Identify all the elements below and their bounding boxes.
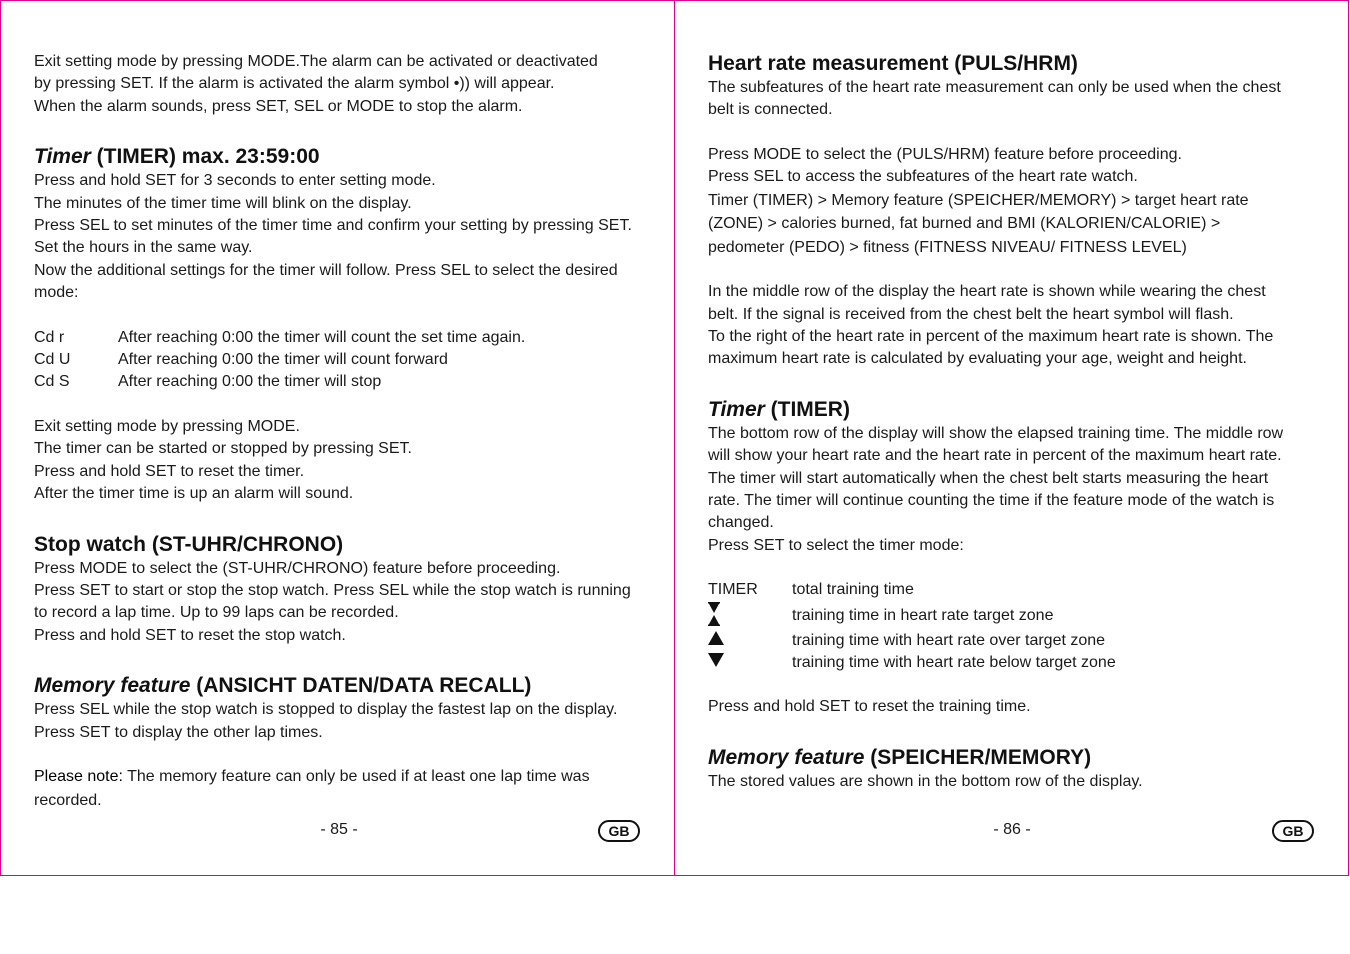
page-number: - 86 - — [993, 821, 1031, 838]
right-memory-heading-rest: (SPEICHER/MEMORY) — [864, 745, 1092, 769]
stopwatch-text-line: to record a lap time. Up to 99 laps can be recorded. — [34, 604, 399, 622]
stopwatch-text-line: Press MODE to select the (ST-UHR/CHRONO) feature before proceeding. — [34, 559, 561, 577]
right-timer-text-line: The bottom row of the display will show the elapsed training time. The middle row — [708, 424, 1284, 442]
hrm-text-line: The subfeatures of the heart rate measurement can only be used when the chest — [708, 79, 1281, 96]
mode-code: Cd U — [34, 351, 71, 369]
timer-after-line: After the timer time is up an alarm will sound. — [34, 485, 354, 503]
right-timer-heading — [708, 397, 1308, 423]
timer-after-line: Exit setting mode by pressing MODE. — [34, 417, 300, 435]
note-line — [34, 766, 639, 788]
stopwatch-text-line: Press SET to start or stop the stop watch. Press SEL while the stop watch is running — [34, 581, 631, 599]
memory-heading — [34, 673, 639, 699]
triangle-down-icon — [708, 652, 792, 674]
feature-path-line: (ZONE) > calories burned, fat burned and BMI (KALORIEN/CALORIE) > — [708, 215, 1221, 233]
mode-desc: total training time — [792, 581, 914, 599]
memory-text-line: Press SEL while the stop watch is stopped to display the fastest lap on the display. — [34, 701, 618, 719]
page-number: - 85 - — [320, 821, 358, 838]
mode-desc: training time in heart rate target zone — [792, 606, 1054, 624]
right-timer-heading-italic: Timer — [708, 397, 765, 421]
memory-heading-italic: Memory feature — [34, 674, 191, 698]
right-timer-text-line: The timer will start automatically when the chest belt starts measuring the heart — [708, 469, 1269, 487]
left-page-content — [34, 51, 639, 813]
right-timer-heading-rest: (TIMER) — [764, 397, 850, 421]
timer-heading — [34, 144, 639, 170]
right-timer-text-line: changed. — [708, 514, 774, 532]
timer-text-line: Press and hold SET for 3 seconds to enter setting mode. — [34, 172, 436, 190]
feature-path-line: Timer (TIMER) > Memory feature (SPEICHER/MEMORY) > target heart rate — [708, 191, 1249, 209]
timer-text-line: Press SEL to set minutes of the timer time and confirm your setting by pressing SET. — [34, 217, 632, 235]
hrm-text-line: Press SEL to access the subfeatures of the heart rate watch. — [708, 168, 1138, 186]
stopwatch-text-line: Press and hold SET to reset the stop watch. — [34, 626, 346, 644]
memory-heading-rest: (ANSICHT DATEN/DATA RECALL) — [190, 674, 532, 698]
right-timer-text-line: will show your heart rate and the heart rate in percent of the maximum heart rate. — [708, 447, 1282, 465]
timer-after-line: Press and hold SET to reset the timer. — [34, 462, 305, 480]
timer-text-line: The minutes of the timer time will blink on the display. — [34, 194, 412, 212]
right-memory-heading — [708, 745, 1308, 771]
hourglass-icon — [708, 602, 792, 630]
mode-desc: training time with heart rate over target zone — [792, 631, 1106, 649]
timer-heading-rest: (TIMER) max. 23:59:00 — [90, 145, 320, 169]
right-page — [674, 0, 1349, 876]
mode-desc: After reaching 0:00 the timer will stop — [118, 373, 382, 391]
note-text: The memory feature can only be used if at least one lap time was — [122, 767, 590, 785]
mode-desc: After reaching 0:00 the timer will count the set time again. — [118, 328, 526, 346]
mode-code: Cd r — [34, 328, 65, 346]
hrm-text-line: maximum heart rate is calculated by evaluating your age, weight and height. — [708, 350, 1247, 368]
stopwatch-heading: Stop watch (ST-UHR/CHRONO) — [34, 532, 344, 556]
feature-path-line: pedometer (PEDO) > fitness (FITNESS NIVEAU/ FITNESS LEVEL) — [708, 238, 1187, 256]
memory-text-line: Press SET to display the other lap times. — [34, 723, 323, 741]
right-timer-text-line: Press SET to select the timer mode: — [708, 536, 964, 554]
hrm-text-line: belt is connected. — [708, 101, 833, 119]
right-page-content — [708, 51, 1308, 793]
hrm-text-line: To the right of the heart rate in percent of the maximum heart rate is shown. The — [708, 327, 1274, 345]
timer-text-line: mode: — [34, 284, 79, 302]
left-page — [0, 0, 675, 876]
alarm-text-line: When the alarm sounds, press SET, SEL or MODE to stop the alarm. — [34, 97, 523, 115]
hrm-text-line: belt. If the signal is received from the chest belt the heart symbol will flash. — [708, 305, 1234, 323]
reset-line: Press and hold SET to reset the training time. — [708, 698, 1031, 716]
hrm-text-line: In the middle row of the display the heart rate is shown while wearing the chest — [708, 283, 1266, 301]
mode-desc: After reaching 0:00 the timer will count forward — [118, 351, 448, 369]
hrm-heading: Heart rate measurement (PULS/HRM) — [708, 52, 1078, 75]
alarm-text-line: by pressing SET. If the alarm is activated the alarm symbol •)) will appear. — [34, 75, 555, 93]
hrm-text-line: Press MODE to select the (PULS/HRM) feature before proceeding. — [708, 145, 1182, 163]
mode-code: Cd S — [34, 373, 70, 391]
training-modes-table — [708, 579, 1308, 674]
right-memory-text-line: The stored values are shown in the bottom row of the display. — [708, 772, 1143, 790]
note-label: Please note: — [34, 767, 123, 785]
mode-desc: training time with heart rate below target zone — [792, 654, 1116, 671]
right-timer-text-line: rate. The timer will continue counting the time if the feature mode of the watch is — [708, 491, 1275, 509]
timer-heading-italic: Timer — [34, 145, 91, 169]
right-memory-heading-italic: Memory feature — [708, 745, 865, 769]
language-badge: GB — [1272, 820, 1314, 842]
timer-text-line: Set the hours in the same way. — [34, 239, 253, 257]
language-badge: GB — [598, 820, 640, 842]
timer-text-line: Now the additional settings for the timer will follow. Press SEL to select the desired — [34, 261, 618, 279]
note-line-2: recorded. — [34, 792, 102, 810]
mode-label-timer: TIMER — [708, 581, 758, 599]
timer-after-line: The timer can be started or stopped by pressing SET. — [34, 440, 412, 458]
alarm-text-line: Exit setting mode by pressing MODE.The alarm can be activated or deactivated — [34, 53, 598, 70]
timer-modes-table — [34, 327, 639, 394]
triangle-up-icon — [708, 630, 792, 652]
